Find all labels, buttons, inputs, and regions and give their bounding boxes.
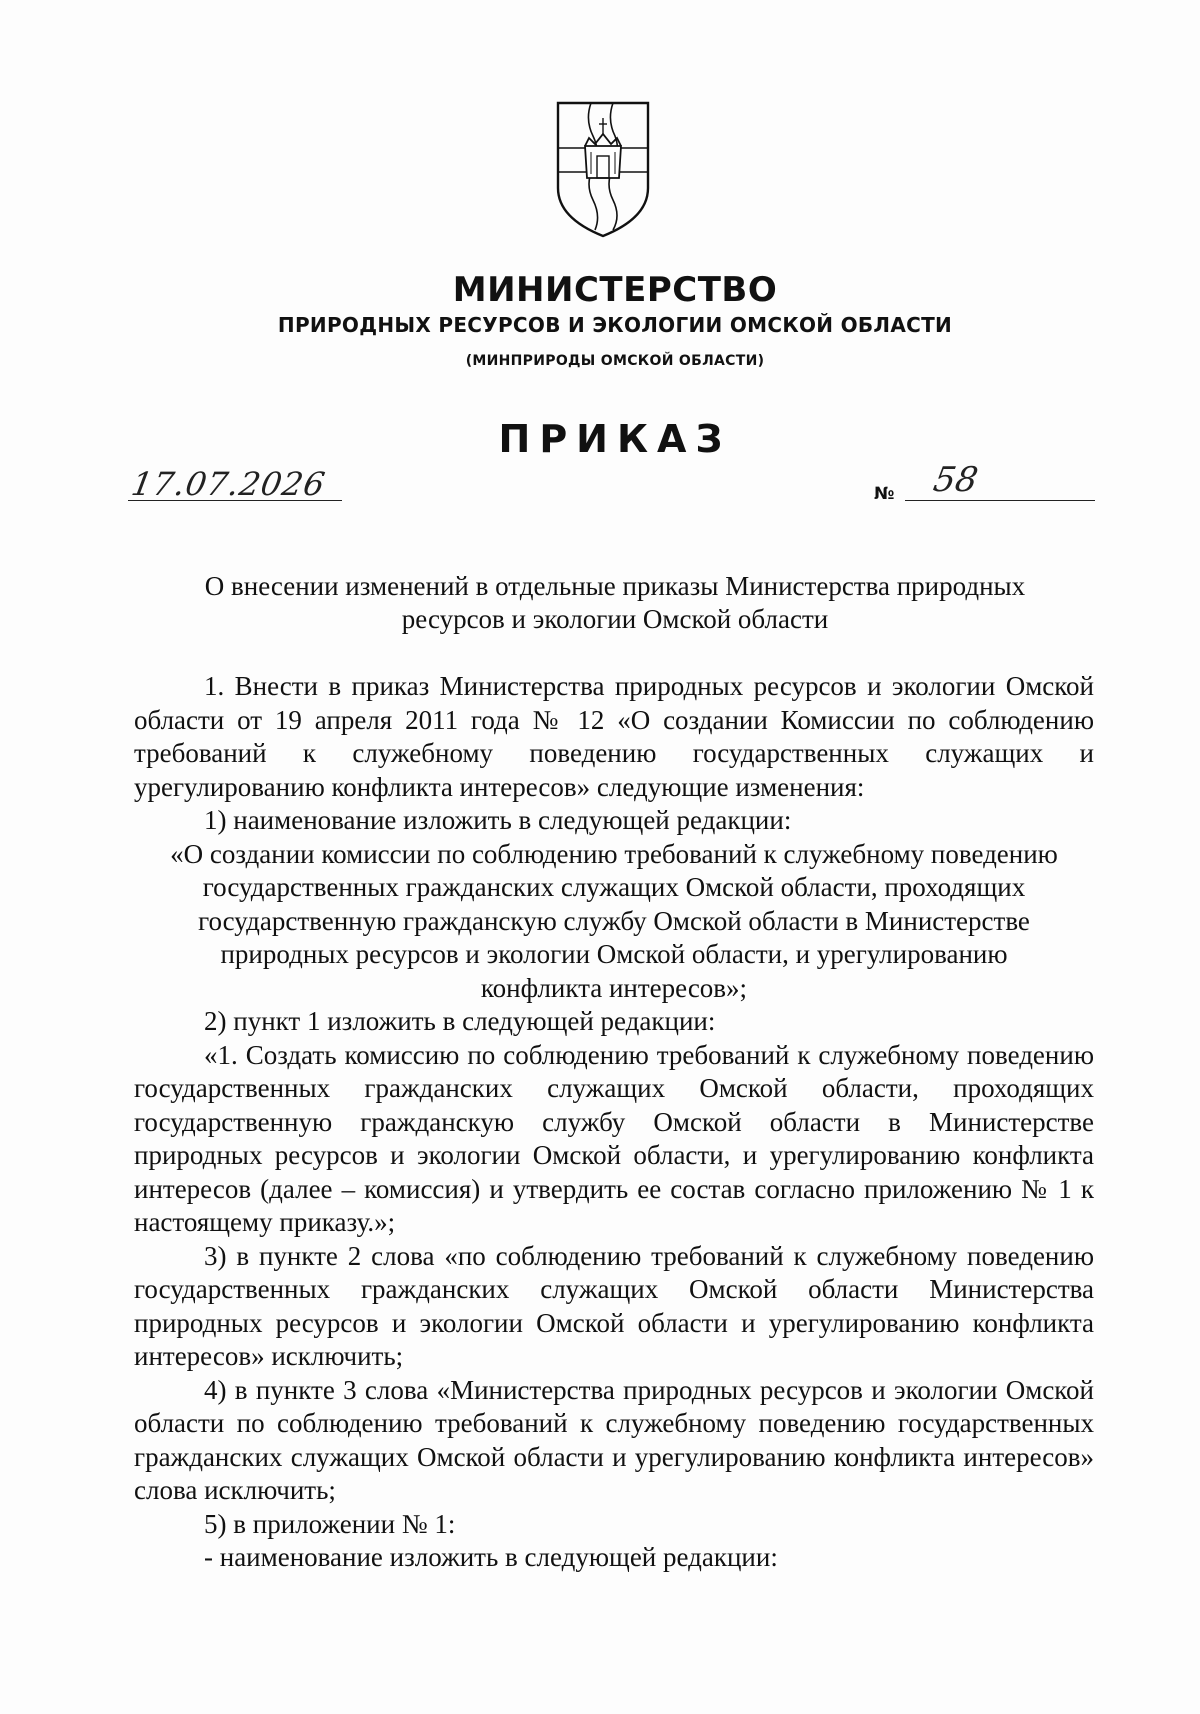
order-number: 58 bbox=[930, 460, 981, 500]
coat-of-arms-icon bbox=[555, 100, 651, 240]
paragraph-subitem-5: 5) в приложении № 1: bbox=[204, 1508, 456, 1539]
quoted-name-line: «О создании комиссии по соблюдению требований к служебному поведению bbox=[170, 838, 1058, 869]
quoted-name-line: природных ресурсов и экологии Омской области, и урегулированию bbox=[220, 939, 1008, 969]
paragraph-1: 1. Внести в приказ Министерства природных ресурсов и экологии Омской области от 19 апреля 2011 года № 12 «О создании Комиссии по соблюдению требований к служебному поведению государственных служащих и урегулированию конфликта интересов» следующие изменения: bbox=[134, 671, 1094, 802]
quoted-name-line: государственную гражданскую службу Омской области в Министерстве bbox=[198, 905, 1030, 936]
document-body bbox=[134, 670, 1094, 1575]
org-name-line2: ПРИРОДНЫХ РЕСУРСОВ И ЭКОЛОГИИ ОМСКОЙ ОБЛАСТИ bbox=[277, 313, 953, 337]
title-line: ресурсов и экологии Омской области bbox=[401, 604, 829, 634]
number-underline bbox=[905, 500, 1095, 501]
document-type-heading: ПРИКАЗ bbox=[498, 417, 732, 461]
paragraph-subitem-1: 1) наименование изложить в следующей редакции: bbox=[204, 805, 792, 835]
order-date: 17.07.2026 bbox=[128, 465, 329, 503]
org-short-name: (МИНПРИРОДЫ ОМСКОЙ ОБЛАСТИ) bbox=[465, 353, 765, 369]
paragraph-quoted-item-1: «1. Создать комиссию по соблюдению требований к служебному поведению государственных гражданских служащих Омской области, проходящих государственную гражданскую службу Омской области в Министерстве природных ресурсов и экологии Омской области, и урегулированию конфликта интересов (далее – комиссия) и утвердить ее состав согласно приложению № 1 к настоящему приказу.»; bbox=[134, 1039, 1094, 1237]
org-name-line1: МИНИСТЕРСТВО bbox=[452, 270, 778, 310]
title-line: О внесении изменений в отдельные приказы Министерства природных bbox=[204, 571, 1026, 601]
quoted-name-line: конфликта интересов»; bbox=[480, 972, 748, 1003]
order-number-label: № bbox=[874, 484, 895, 504]
document-title bbox=[120, 570, 1110, 636]
paragraph-subitem-2: 2) пункт 1 изложить в следующей редакции: bbox=[204, 1006, 716, 1036]
paragraph-subitem-3: 3) в пункте 2 слова «по соблюдению требований к служебному поведению государственных гражданских служащих Омской области Министерства природных ресурсов и экологии Омской области и урегулированию конфликта интересов» исключить; bbox=[134, 1240, 1094, 1371]
quoted-name-line: государственных гражданских служащих Омской области, проходящих bbox=[202, 872, 1026, 902]
paragraph-subitem-4: 4) в пункте 3 слова «Министерства природных ресурсов и экологии Омской области по соблюдению требований к служебному поведению государственных гражданских служащих Омской области и урегулированию конфликта интересов» слова исключить; bbox=[134, 1374, 1094, 1505]
paragraph-subitem-5-dash: - наименование изложить в следующей редакции: bbox=[204, 1542, 778, 1572]
date-underline bbox=[128, 500, 342, 501]
